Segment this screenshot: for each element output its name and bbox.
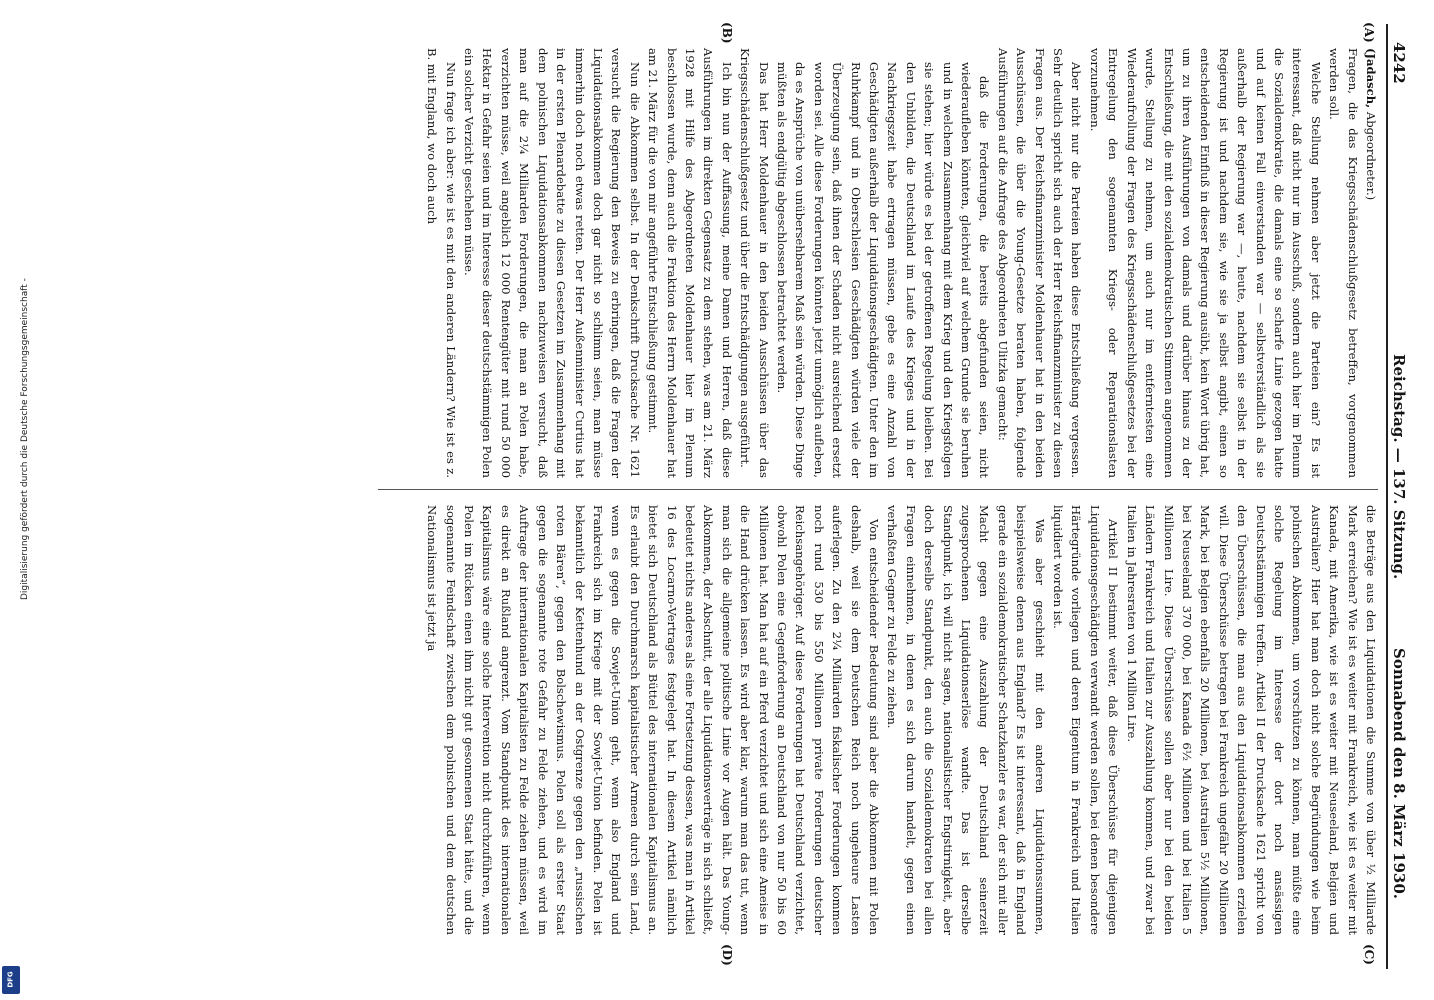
- paragraph: Fragen, die das Kriegsschädenschlußgesetz betreffen, vorgenommen werden soll.: [1327, 48, 1360, 478]
- header-date: Sonnabend den 8. März 1930.: [1390, 648, 1408, 899]
- header-title: Reichstag. — 137. Sitzung.: [1390, 354, 1408, 580]
- margin-mark-d: (D): [720, 944, 734, 966]
- dfg-logo-text: DFG: [6, 971, 15, 988]
- speaker-name: (Jadasch,: [1364, 48, 1378, 109]
- paragraph: die Beträge aus den Liquidationen die Summe von über ½ Milliarde Mark erreichen? Wie ist es weiter mit Frankreich, wie ist es weiter mit Kanada, mit Amerika, wie ist es weiter mit Neuseeland, Belgien und Australien? Hier hat man doch nicht solche Begründungen wie beim polnischen Abkommen, um vorschützen zu können, man müßte eine solche Regelung im Interesse der dort noch ansässigen Deutschstämmigen treffen. Artikel II der Drucksache 1621 spricht von den Überschüssen, die man aus den Liquidationsabkommen erzielen will. Diese Überschüsse betragen bei Frankreich ungefähr 20 Millionen Mark, bei Belgien ebenfalls 20 Millionen, bei Australien 5½ Millionen, bei Neuseeland 370 000, bei Kanada 6½ Millionen und bei Italien 5 Millionen Lire. Diese Überschüsse sollen aber nur bei den beiden Ländern Frankreich und Italien zur Auszahlung kommen, und zwar bei Italien in Jahresraten von 1 Million Lire.: [1124, 505, 1378, 935]
- paragraph: Was aber geschieht mit den anderen Liquidationssummen, beispielsweise denen aus England? Es ist interessant, daß in England gerade ein sozialdemokratischer Schatzkanzler es war, der sich mit aller Macht gegen eine Auszahlung der Deutschland seinerzeit zugesprochenen Liquidationserlöse wandte. Das ist derselbe Standpunkt, ich will nicht sagen, nationalistischer Engstirnigkeit, aber doch derselbe Standpunkt, den auch die Sozialdemokraten bei allen Fragen einnehmen, in denen es sich darum handelt, gegen einen verhaßten Gegner zu Felde zu ziehen.: [885, 505, 1047, 935]
- quoted-paragraph: daß die Forderungen, die bereits abgefunden seien, nicht wiederaufleben könnten, gleichviel auf welchem Grunde sie beruhen und in welchem Zusammenhang mit dem Krieg und den Kriegsfolgen sie stehen; hier würde es bei der getroffenen Regelung bleiben. Bei den Unbilden, die Deutschland im Laufe des Krieges und in der Nachkriegszeit habe ertragen müssen, gebe es eine Anzahl von Geschädigten außerhalb der Liquidationsgeschädigten. Unter den im Ruhrkampf und in Oberschlesien Geschädigten würden viele der Überzeugung sein, daß ihnen der Schaden nicht ausreichend ersetzt worden sei. Alle diese Forderungen könnten jetzt unmöglich aufleben, da es Ansprüche von unübersehbarem Maß sein würden. Diese Dinge müßten als endgültig abgeschlossen betrachtet werden.: [775, 62, 992, 478]
- column-divider: [378, 489, 1378, 490]
- funding-note: Digitalisierung gefördert durch die Deutsche Forschungsgemeinschaft -: [20, 278, 30, 600]
- margin-mark-c: (C): [1362, 944, 1376, 965]
- paragraph: Nun frage ich aber: wie ist es mit den anderen Ländern? Wie ist es z. B. mit England, wo doch auch: [425, 48, 458, 478]
- margin-mark-a: (A): [1362, 22, 1376, 43]
- digitization-footer: [0, 0, 30, 1000]
- paragraph: Von entscheidender Bedeutung sind aber die Abkommen mit Polen deshalb, weil sie dem Deutschen Reich noch ungeheure Lasten auferlegen. Zu den 2¼ Milliarden fiskalischer Forderungen kommen noch rund 530 bis 550 Millionen private Forderungen deutscher Reichsangehöriger. Auf diese Forderungen hat Deutschland verzichtet, obwohl Polen eine Gegenforderung an Deutschland von nur 50 bis 60 Millionen hat. Man hat auf ein Pferd verzichtet und sich eine Ameise in die Hand drücken lassen. Es wird aber klar, warum man das tut, wenn man sich die allgemeine politische Linie vor Augen hält. Das Young-Abkommen, der Abschnitt, der alle Liquidationsverträge in sich schließt, bedeutet nichts anderes als eine Fortsetzung dessen, was man in Artikel 16 des Locarno-Vertrages festgelegt hat. In diesem Artikel nämlich bietet sich Deutschland als Büttel des internationalen Kapitalismus an. Es erlaubt den Durchmarsch kapitalistischer Armeen durch sein Land, wenn es gegen die Sowjet-Union geht, wenn also England und Frankreich sich im Kriege mit der Sowjet-Union befinden. Polen ist bekanntlich der Kettenhund an der Ostgrenze gegen den „russischen roten Bären“, gegen den Bolschewismus. Polen soll als erster Staat gegen die sogenannte rote Gefahr zu Felde ziehen, und es wird im Auftrage der internationalen Kapitalisten zu Felde ziehen müssen, weil es direkt an Rußland angrenzt. Vom Standpunkt des internationalen Kapitalismus wäre eine solche Intervention nicht durchzuführen, wenn Polen im Rücken einen ihm nicht gut gesonnenen Staat hätte, und die sogenannte Feindschaft zwischen dem polnischen und dem deutschen Nationalismus ist jetzt ja: [425, 505, 882, 935]
- paragraph: Nun die Abkommen selbst. In der Denkschrift Drucksache Nr. 1621 versucht die Regierung den Beweis zu erbringen, daß die Fragen der Liquidationsabkommen doch gar nicht so schlimm seien, man müsse immerhin doch noch etwas retten. Der Herr Außenminister Curtius hat in der ersten Plenardebatte zu diesen Gesetzen im Zusammenhang mit dem polnischen Liquidationsabkommen nachzuweisen versucht, daß man auf die 2¼ Milliarden Forderungen, die man an Polen habe, verzichten müsse, weil angeblich 12 000 Rentengüter mit rund 50 000 Hektar in Gefahr seien und im Interesse dieser deutschstämmigen Polen ein solcher Verzicht geschehen müsse.: [462, 48, 642, 478]
- left-column: [423, 48, 1380, 478]
- paragraph: Das hat Herr Moldenhauer in den beiden Ausschüssen über das Kriegsschädenschlußgesetz und über die Entschädigungen ausgeführt.: [738, 48, 771, 478]
- speaker-role: Abgeordneter.): [1364, 111, 1378, 201]
- margin-mark-b: (B): [720, 22, 734, 44]
- paragraph: Ich bin nun der Auffassung, meine Damen und Herren, daß diese Ausführungen im direkten Gegensatz zu dem stehen, was am 21. März 1928 mit Hilfe des Abgeordneten Moldenhauer hier im Plenum beschlossen wurde, denn auch die Fraktion des Herrn Moldenhauer hat am 21. März für die von mir angeführte Entschließung gestimmt.: [646, 48, 734, 478]
- paragraph: Aber nicht nur die Parteien haben diese Entschließung vergessen. Sehr deutlich spricht sich auch der Herr Reichsfinanzminister zu diesen Fragen aus. Der Reichsfinanzminister Moldenhauer hat in den beiden Ausschüssen, die über die Young-Gesetze beraten haben, folgende Ausführungen auf die Anfrage des Abgeordneten Ulitzka gemacht:: [995, 48, 1084, 478]
- paragraph: Welche Stellung nehmen aber jetzt die Parteien ein? Es ist interessant, daß nicht nur im Ausschuß, sondern auch hier im Plenum die Sozialdemokratie, die damals eine so scharfe Linie gezogen hatte und auf keinen Fall einverstanden war — selbstverständlich als sie außerhalb der Regierung war —, heute, nachdem sie selbst in der Regierung ist und nachdem sie, wie sie ja selbst angibt, einen so entscheidenden Einfluß in dieser Regierung ausübt, kein Wort übrig hat, um zu ihren Ausführungen von damals und darüber hinaus zu der Entschließung, die mit den sozialdemokratischen Stimmen angenommen wurde, Stellung zu nehmen, um auch nur im entferntesten eine Wiederaufrollung der Fragen des Kriegsschädenschlußgesetzes bei der Entregelung den sogenannten Kriegs- oder Reparationslasten vorzunehmen.: [1087, 48, 1323, 478]
- dfg-logo: [2, 966, 20, 994]
- right-column: [423, 505, 1380, 935]
- speaker-line: [1362, 48, 1380, 478]
- paragraph: Artikel II bestimmt weiter, daß diese Überschüsse für diejenigen Liquidationsgeschädigten verwandt werden sollen, bei denen besondere Härtegründe vorliegen und deren Eigentum in Frankreich und Italien liquidiert worden ist.: [1051, 505, 1121, 935]
- header-rule: [1386, 24, 1388, 969]
- page-number: 4242: [1390, 42, 1408, 84]
